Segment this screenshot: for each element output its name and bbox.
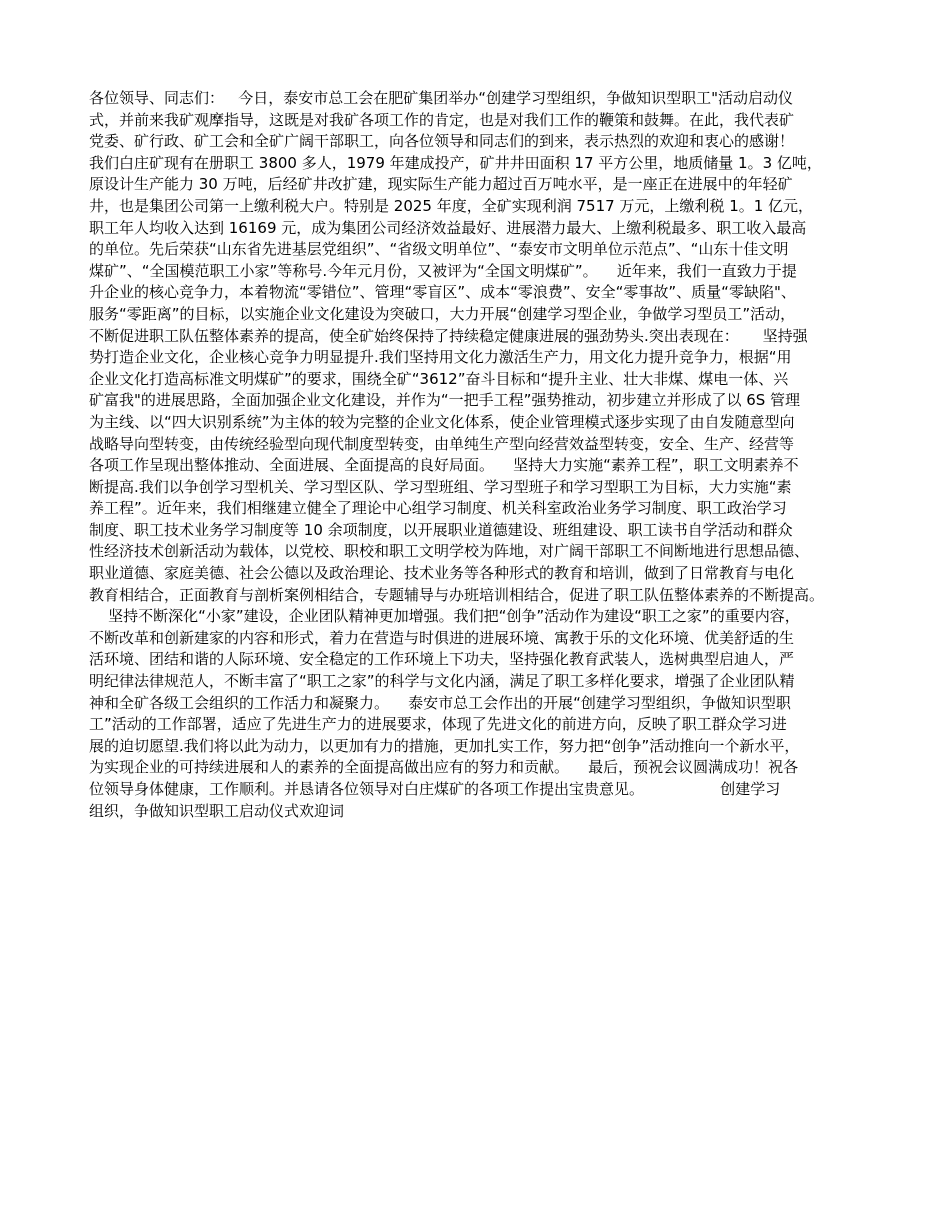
- text-line: 式，并前来我矿观摩指导，这既是对我矿各项工作的肯定，也是对我们工作的鞭策和鼓舞。在此，我代表矿: [89, 110, 795, 129]
- text-line: 坚持不断深化“小家”建设，企业团队精神更加增强。我们把“创争”活动作为建设“职工之家”的重要内容，: [89, 607, 800, 626]
- text-line: 井，也是集团公司第一上缴利税大户。特别是 2025 年度，全矿实现利润 7517 万元，上缴利税 1。1 亿元，: [89, 196, 814, 215]
- text-line: 服务“零距离”的目标，以实施企业文化建设为突破口，大力开展“创建学习型企业，争做学习型员工”活动，: [89, 304, 796, 323]
- text-line: 工”活动的工作部署，适应了先进生产力的进展要求，体现了先进文化的前进方向，反映了职工群众学习进: [89, 715, 787, 734]
- text-line: 煤矿”、“全国模范职工小家”等称号.今年元月份，又被评为“全国文明煤矿”。 近年来，我们一直致力于提: [89, 261, 797, 280]
- text-line: 各位领导、同志们： 今日，泰安市总工会在肥矿集团举办“创建学习型组织，争做知识型职工"活动启动仪: [89, 89, 793, 107]
- text-line: 制度、职工技术业务学习制度等 10 余项制度，以开展职业道德建设、班组建设、职工读书自学活动和群众: [89, 520, 793, 539]
- text-line: 升企业的核心竞争力，本着物流“零错位”、管理“零盲区”、成本“零浪费”、安全“零事故”、质量“零缺陷"、: [89, 283, 796, 302]
- speech-text: [89, 88, 869, 822]
- text-line: 不断改革和创新建家的内容和形式，着力在营造与时俱进的进展环境、寓教于乐的文化环境、优美舒适的生: [89, 628, 795, 647]
- text-line: 性经济技术创新活动为载体，以党校、职校和职工文明学校为阵地，对广阔干部职工不间断地进行思想品德、: [89, 542, 810, 561]
- text-line: 断提高.我们以争创学习型机关、学习型区队、学习型班组、学习型班子和学习型职工为目标，大力实施“素: [89, 477, 792, 496]
- text-line: 教育相结合，正面教育与剖析案例相结合，专题辅导与办班培训相结合，促进了职工队伍整体素养的不断提高。: [89, 585, 825, 604]
- text-line: 不断促进职工队伍整体素养的提高，使全矿始终保持了持续稳定健康进展的强劲势头.突出表现在： 坚持强: [89, 326, 808, 345]
- text-line: 矿富我"的进展思路，全面加强企业文化建设，并作为“一把手工程”强势推动，初步建立并形成了以 6S 管理: [89, 391, 801, 410]
- text-line: 活环境、团结和谐的人际环境、安全稳定的工作环境上下功夫，坚持强化教育武装人，选树典型启迪人，严: [89, 650, 795, 669]
- text-line: 为实现企业的可持续进展和人的素养的全面提高做出应有的努力和贡献。 最后，预祝会议圆满成功！祝各: [89, 758, 799, 777]
- text-line: 展的迫切愿望.我们将以此为动力，以更加有力的措施，更加扎实工作，努力把“创争”活动推向一个新水平，: [89, 736, 800, 755]
- text-line: 各项工作呈现出整体推动、全面进展、全面提高的良好局面。 坚持大力实施“素养工程”，职工文明素养不: [89, 456, 799, 475]
- text-line: 位领导身体健康，工作顺利。并恳请各位领导对白庄煤矿的各项工作提出宝贵意见。 创建学习: [89, 780, 781, 798]
- text-line: 势打造企业文化，企业核心竞争力明显提升.我们坚持用文化力激活生产力，用文化力提升竞争力，根据“用: [89, 348, 792, 367]
- text-line: 我们白庄矿现有在册职工 3800 多人，1979 年建成投产，矿井井田面积 17 平方公里，地质储量 1。3 亿吨，: [89, 153, 822, 172]
- text-line: 组织，争做知识型职工启动仪式欢迎词: [89, 801, 345, 820]
- text-line: 党委、矿行政、矿工会和全矿广阔干部职工，向各位领导和同志们的到来，表示热烈的欢迎和衷心的感谢！: [89, 132, 795, 151]
- text-line: 为主线、以“四大识别系统”为主体的较为完整的企业文化体系，使企业管理模式逐步实现了由自发随意型向: [89, 412, 795, 431]
- text-line: 明纪律法律规范人，不断丰富了“职工之家”的科学与文化内涵，满足了职工多样化要求，增强了企业团队精: [89, 672, 795, 691]
- text-line: 职业道德、家庭美德、社会公德以及政治理论、技术业务等各种形式的教育和培训，做到了日常教育与电化: [89, 564, 795, 583]
- text-line: 战略导向型转变，由传统经验型向现代制度型转变，由单纯生产型向经营效益型转变，安全、生产、经营等: [89, 434, 795, 453]
- text-line: 原设计生产能力 30 万吨，后经矿井改扩建，现实际生产能力超过百万吨水平，是一座正在进展中的年轻矿: [89, 175, 793, 194]
- text-line: 职工年人均收入达到 16169 元，成为集团公司经济效益最好、进展潜力最大、上缴利税最多、职工收入最高: [89, 218, 807, 237]
- text-line: 养工程”。近年来，我们相继建立健全了理论中心组学习制度、机关科室政治业务学习制度、职工政治学习: [89, 499, 787, 518]
- text-line: 神和全矿各级工会组织的工作活力和凝聚力。 泰安市总工会作出的开展“创建学习型组织，争做知识型职: [89, 693, 791, 712]
- text-line: 企业文化打造高标准文明煤矿”的要求，围绕全矿“3612”奋斗目标和“提升主业、壮大非煤、煤电一体、兴: [89, 369, 789, 388]
- text-line: 的单位。先后荣获“山东省先进基层党组织”、“省级文明单位”、“泰安市文明单位示范点”、“山东十佳文明: [89, 240, 789, 259]
